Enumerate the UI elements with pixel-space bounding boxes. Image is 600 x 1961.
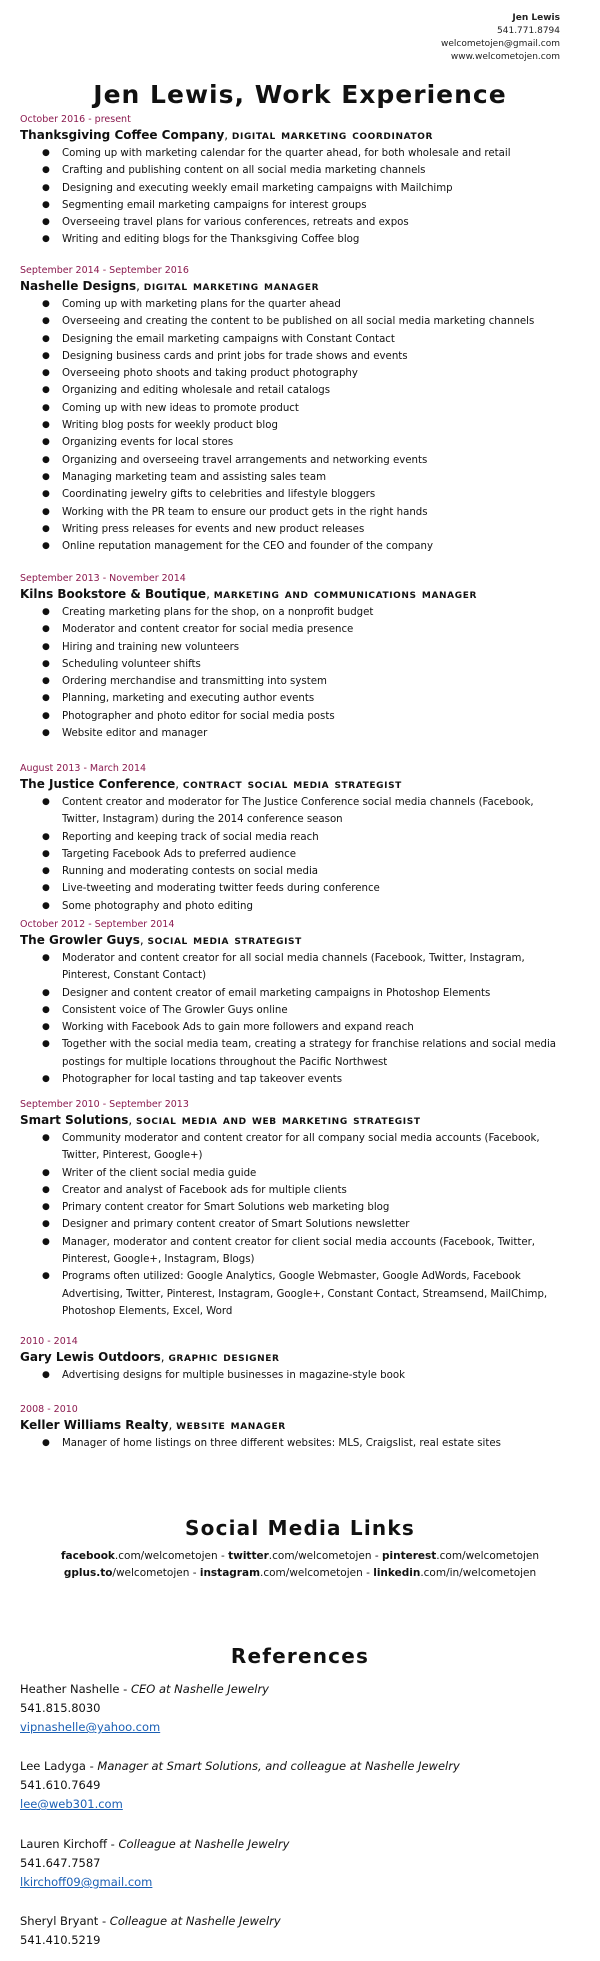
contact-name: Jen Lewis <box>512 13 560 23</box>
duty-text: Hiring and training new volunteers <box>62 641 240 653</box>
duty-text: Scheduling volunteer shifts <box>62 658 201 670</box>
duty-text: Working with Facebook Ads to gain more followers and expand reach <box>62 1022 414 1034</box>
job-role: contract social media strategist <box>182 776 402 792</box>
job-company: The Growler Guys <box>20 933 140 947</box>
duty-item <box>20 1147 582 1164</box>
duty-item <box>20 365 582 382</box>
duty-item <box>20 1286 582 1303</box>
job-company: Smart Solutions <box>20 1113 129 1127</box>
bullet-icon: ● <box>42 1438 50 1448</box>
bullet-icon: ● <box>42 883 50 894</box>
reference-entry: Heather Nashelle - CEO at Nashelle Jewelry 541.815.8030 vipnashelle@yahoo.com <box>20 1682 269 1734</box>
bullet-icon: ● <box>42 182 50 193</box>
duty-item <box>20 197 582 214</box>
job-duties <box>20 1435 582 1452</box>
duty-item <box>20 1182 582 1199</box>
duty-item <box>20 621 582 638</box>
reference-phone: 541.410.5219 <box>20 1933 101 1947</box>
duty-text: Organizing and editing wholesale and retail catalogs <box>62 385 331 397</box>
bullet-icon: ● <box>42 607 50 617</box>
reference-role: Colleague at Nashelle Jewelry <box>109 1914 281 1928</box>
bullet-icon: ● <box>42 728 50 739</box>
job-title-line: Gary Lewis Outdoors, graphic designer <box>20 1349 280 1365</box>
bullet-icon: ● <box>42 1167 50 1178</box>
duty-item <box>20 180 582 197</box>
job-title-line: Nashelle Designs, digital marketing manager <box>20 278 320 294</box>
reference-entry: Sheryl Bryant - Colleague at Nashelle Jewelry 541.410.5219 <box>20 1912 281 1950</box>
duty-item <box>20 1054 582 1071</box>
job-title-line: The Growler Guys, social media strategist <box>20 932 302 948</box>
duty-text: Designing and executing weekly email marketing campaigns with Mailchimp <box>62 182 453 194</box>
bullet-icon: ● <box>42 953 50 963</box>
duty-item <box>20 1251 582 1268</box>
job-title-line: The Justice Conference, contract social media strategist <box>20 776 402 792</box>
bullet-icon: ● <box>42 710 50 721</box>
job-dates: September 2010 - September 2013 <box>20 1099 189 1110</box>
bullet-icon: ● <box>42 350 50 361</box>
job-duties <box>20 145 582 249</box>
duty-item <box>20 1199 582 1216</box>
duty-item <box>20 214 582 231</box>
job-dates: September 2013 - November 2014 <box>20 573 186 584</box>
duty-item <box>20 604 582 621</box>
duty-item <box>20 985 582 1002</box>
references-heading: References <box>230 1644 370 1668</box>
job-company: Gary Lewis Outdoors <box>20 1350 161 1364</box>
bullet-icon: ● <box>42 1039 50 1050</box>
job-entry <box>20 1098 582 1320</box>
duty-text: Managing marketing team and assisting sales team <box>62 471 327 483</box>
bullet-icon: ● <box>42 471 50 482</box>
contact-phone: 541.771.8794 <box>497 26 560 36</box>
job-duties <box>20 794 582 915</box>
duty-item <box>20 434 582 451</box>
duty-item <box>20 725 582 742</box>
duty-text: Twitter, Pinterest, Google+) <box>62 1150 203 1162</box>
duty-item <box>20 538 582 555</box>
duty-text: Coming up with new ideas to promote product <box>62 402 299 414</box>
job-company: Kilns Bookstore & Boutique <box>20 587 207 601</box>
bullet-icon: ● <box>42 1004 50 1015</box>
job-duties <box>20 604 582 742</box>
job-dates: 2008 - 2010 <box>20 1404 78 1415</box>
bullet-icon: ● <box>42 1133 50 1143</box>
bullet-icon: ● <box>42 316 50 327</box>
reference-email-link[interactable]: lee@web301.com <box>20 1797 123 1811</box>
job-entry <box>20 113 582 249</box>
bullet-icon: ● <box>42 199 50 210</box>
bullet-icon: ● <box>42 676 50 687</box>
bullet-icon: ● <box>42 1202 50 1213</box>
duty-text: Targeting Facebook Ads to preferred audience <box>62 848 296 860</box>
duty-item <box>20 1234 582 1251</box>
reference-name: Lauren Kirchoff <box>20 1837 108 1851</box>
social-link[interactable]: twitter.com/welcometojen <box>228 1550 372 1562</box>
job-role: social media strategist <box>147 932 302 948</box>
bullet-icon: ● <box>42 900 50 911</box>
duty-item <box>20 639 582 656</box>
duty-text: Writing blog posts for weekly product blog <box>62 420 278 432</box>
duty-text: Together with the social media team, creating a strategy for franchise relations and social media <box>62 1039 557 1051</box>
reference-email-link[interactable]: vipnashelle@yahoo.com <box>20 1720 161 1734</box>
reference-phone: 541.647.7587 <box>20 1856 101 1870</box>
job-entry <box>20 918 582 1088</box>
job-dates: October 2016 - present <box>20 114 131 125</box>
bullet-icon: ● <box>42 658 50 669</box>
social-line-2: gplus.to/welcometojen - instagram.com/welcometojen - linkedin.com/in/welcometojen <box>63 1567 537 1579</box>
duty-text: Reporting and keeping track of social media reach <box>62 831 319 843</box>
job-role: digital marketing coordinator <box>231 127 433 143</box>
duty-text: Designer and content creator of email marketing campaigns in Photoshop Elements <box>62 987 491 999</box>
bullet-icon: ● <box>42 1236 50 1247</box>
job-duties <box>20 1367 582 1384</box>
bullet-icon: ● <box>42 1022 50 1033</box>
bullet-icon: ● <box>42 848 50 859</box>
duty-text: Some photography and photo editing <box>62 900 253 912</box>
duty-item <box>20 348 582 365</box>
duty-text: Writer of the client social media guide <box>62 1167 257 1179</box>
duty-item <box>20 846 582 863</box>
duty-item <box>20 1071 582 1088</box>
reference-role: Colleague at Nashelle Jewelry <box>118 1837 290 1851</box>
duty-item <box>20 656 582 673</box>
job-role: graphic designer <box>168 1349 280 1365</box>
bullet-icon: ● <box>42 148 50 158</box>
duty-text: Advertising designs for multiple businesses in magazine-style book <box>62 1370 405 1381</box>
duty-item <box>20 880 582 897</box>
bullet-icon: ● <box>42 506 50 517</box>
reference-phone: 541.815.8030 <box>20 1701 101 1715</box>
job-entry <box>20 572 582 742</box>
bullet-icon: ● <box>42 797 50 807</box>
duty-text: Coordinating jewelry gifts to celebrities and lifestyle bloggers <box>62 489 376 501</box>
social-heading: Social Media Links <box>185 1516 415 1540</box>
reference-name: Sheryl Bryant <box>20 1914 99 1928</box>
social-line-1: facebook.com/welcometojen - twitter.com/welcometojen - pinterest.com/welcometojen <box>60 1550 540 1562</box>
job-duties <box>20 950 582 1088</box>
duty-item <box>20 417 582 434</box>
duty-text: Creating marketing plans for the shop, on a nonprofit budget <box>62 607 374 618</box>
job-duties <box>20 1130 582 1320</box>
duty-item <box>20 673 582 690</box>
duty-item <box>20 313 582 330</box>
duty-item <box>20 898 582 915</box>
duty-item <box>20 829 582 846</box>
duty-text: postings for multiple locations throughout the Pacific Northwest <box>62 1056 388 1068</box>
contact-website: www.welcometojen.com <box>450 52 560 62</box>
duty-text: Community moderator and content creator for all company social media accounts (Facebook, <box>62 1133 540 1144</box>
bullet-icon: ● <box>42 1370 50 1380</box>
duty-text: Organizing events for local stores <box>62 437 234 449</box>
duty-text: Creator and analyst of Facebook ads for multiple clients <box>62 1184 347 1196</box>
duty-text: Writing and editing blogs for the Thanksgiving Coffee blog <box>62 234 360 246</box>
reference-role: Manager at Smart Solutions, and colleague at Nashelle Jewelry <box>97 1759 460 1773</box>
duty-text: Moderator and content creator for all social media channels (Facebook, Twitter, Instagram, <box>62 953 525 964</box>
duty-text: Advertising, Twitter, Pinterest, Instagram, Google+, Constant Contact, Streamsend, MailChimp, <box>62 1288 548 1300</box>
bullet-icon: ● <box>42 402 50 413</box>
job-role: marketing and communications manager <box>213 586 478 602</box>
duty-text: Website editor and manager <box>62 728 208 740</box>
duty-item <box>20 331 582 348</box>
duty-text: Manager, moderator and content creator for client social media accounts (Facebook, Twitter, <box>62 1236 536 1248</box>
duty-text: Designing the email marketing campaigns with Constant Contact <box>62 333 395 345</box>
bullet-icon: ● <box>42 368 50 379</box>
bullet-icon: ● <box>42 624 50 635</box>
duty-text: Photographer and photo editor for social media posts <box>62 710 335 722</box>
duty-text: Ordering merchandise and transmitting into system <box>62 676 327 688</box>
duty-text: Running and moderating contests on social media <box>62 866 319 878</box>
bullet-icon: ● <box>42 987 50 998</box>
duty-text: Photoshop Elements, Excel, Word <box>62 1305 233 1317</box>
duty-item <box>20 1130 582 1147</box>
duty-item <box>20 296 582 313</box>
reference-email-link[interactable]: lkirchoff09@gmail.com <box>20 1875 153 1889</box>
reference-name: Lee Ladyga <box>20 1759 86 1773</box>
duty-text: Moderator and content creator for social media presence <box>62 624 354 636</box>
bullet-icon: ● <box>42 1184 50 1195</box>
bullet-icon: ● <box>42 299 50 309</box>
bullet-icon: ● <box>42 1271 50 1282</box>
bullet-icon: ● <box>42 489 50 500</box>
bullet-icon: ● <box>42 333 50 344</box>
bullet-icon: ● <box>42 420 50 431</box>
duty-text: Designing business cards and print jobs for trade shows and events <box>62 350 408 362</box>
job-role: social media and web marketing strategist <box>136 1112 421 1128</box>
duty-text: Pinterest, Google+, Instagram, Blogs) <box>62 1254 255 1266</box>
duty-item <box>20 1303 582 1320</box>
duty-text: Photographer for local tasting and tap takeover events <box>62 1074 342 1086</box>
job-company: Keller Williams Realty <box>20 1418 169 1432</box>
duty-item <box>20 162 582 179</box>
job-title-line: Kilns Bookstore & Boutique, marketing and communications manager <box>20 586 478 602</box>
bullet-icon: ● <box>42 1219 50 1230</box>
job-role: digital marketing manager <box>143 278 320 294</box>
duty-item <box>20 1216 582 1233</box>
bullet-icon: ● <box>42 693 50 704</box>
bullet-icon: ● <box>42 165 50 176</box>
duty-text: Online reputation management for the CEO and founder of the company <box>62 541 434 553</box>
duty-item <box>20 1435 582 1452</box>
bullet-icon: ● <box>42 385 50 396</box>
duty-item <box>20 452 582 469</box>
duty-item <box>20 486 582 503</box>
duty-text: Twitter, Instagram) during the 2014 conference season <box>62 814 343 826</box>
duty-item <box>20 469 582 486</box>
duty-item <box>20 1367 582 1384</box>
duty-text: Manager of home listings on three different websites: MLS, Craigslist, real estate sites <box>62 1438 501 1449</box>
duty-item <box>20 382 582 399</box>
duty-text: Overseeing photo shoots and taking product photography <box>62 368 358 380</box>
job-company: The Justice Conference <box>20 777 176 791</box>
reference-phone: 541.610.7649 <box>20 1778 101 1792</box>
job-company: Thanksgiving Coffee Company <box>20 128 225 142</box>
reference-name: Heather Nashelle <box>20 1682 120 1696</box>
bullet-icon: ● <box>42 454 50 465</box>
duty-text: Coming up with marketing calendar for the quarter ahead, for both wholesale and retail <box>62 148 511 159</box>
bullet-icon: ● <box>42 437 50 448</box>
duty-text: Overseeing and creating the content to be published on all social media marketing channels <box>62 316 535 328</box>
job-dates: 2010 - 2014 <box>20 1336 78 1347</box>
duty-text: Live-tweeting and moderating twitter feeds during conference <box>62 883 380 895</box>
duty-item <box>20 1036 582 1053</box>
reference-entry: Lauren Kirchoff - Colleague at Nashelle Jewelry 541.647.7587 lkirchoff09@gmail.com <box>20 1837 290 1889</box>
job-role: website manager <box>176 1417 286 1433</box>
job-title-line: Smart Solutions, social media and web marketing strategist <box>20 1112 421 1128</box>
duty-text: Designer and primary content creator of Smart Solutions newsletter <box>62 1219 410 1231</box>
duty-text: Writing press releases for events and new product releases <box>62 523 365 535</box>
bullet-icon: ● <box>42 541 50 552</box>
job-dates: September 2014 - September 2016 <box>20 265 189 276</box>
social-links <box>0 1548 600 1582</box>
job-entry <box>20 264 582 555</box>
bullet-icon: ● <box>42 234 50 245</box>
social-link[interactable]: facebook.com/welcometojen <box>60 1550 218 1562</box>
duty-item <box>20 1019 582 1036</box>
page-title: Jen Lewis, Work Experience <box>93 80 507 109</box>
duty-item <box>20 145 582 162</box>
duty-text: Programs often utilized: Google Analytics, Google Webmaster, Google AdWords, Facebook <box>62 1271 521 1283</box>
job-dates: October 2012 - September 2014 <box>20 919 175 930</box>
bullet-icon: ● <box>42 866 50 877</box>
duty-item <box>20 504 582 521</box>
duty-item <box>20 231 582 248</box>
contact-email: welcometojen@gmail.com <box>440 39 560 49</box>
job-dates: August 2013 - March 2014 <box>20 763 147 774</box>
job-entry <box>20 762 582 915</box>
social-link[interactable]: instagram.com/welcometojen <box>199 1567 363 1579</box>
duty-text: Planning, marketing and executing author events <box>62 693 315 705</box>
bullet-icon: ● <box>42 523 50 534</box>
duty-item <box>20 1165 582 1182</box>
duty-item <box>20 1002 582 1019</box>
duty-item <box>20 863 582 880</box>
bullet-icon: ● <box>42 641 50 652</box>
social-link[interactable]: pinterest.com/welcometojen <box>381 1550 540 1562</box>
social-link[interactable]: linkedin.com/in/welcometojen <box>373 1567 537 1579</box>
duty-text: Overseeing travel plans for various conferences, retreats and expos <box>62 217 409 229</box>
job-entry <box>20 1335 582 1384</box>
duty-item <box>20 690 582 707</box>
duty-item <box>20 521 582 538</box>
duty-item <box>20 400 582 417</box>
duty-item <box>20 708 582 725</box>
duty-text: Working with the PR team to ensure our product gets in the right hands <box>62 506 428 518</box>
duty-item <box>20 794 582 811</box>
duty-item <box>20 967 582 984</box>
duty-text: Content creator and moderator for The Justice Conference social media channels (Facebook, <box>62 797 534 808</box>
duty-text: Pinterest, Constant Contact) <box>62 970 207 982</box>
bullet-icon: ● <box>42 1074 50 1085</box>
job-title-line: Keller Williams Realty, website manager <box>20 1417 286 1433</box>
duty-text: Primary content creator for Smart Solutions web marketing blog <box>62 1202 390 1214</box>
bullet-icon: ● <box>42 831 50 842</box>
job-company: Nashelle Designs <box>20 279 137 293</box>
duty-text: Coming up with marketing plans for the quarter ahead <box>62 299 341 310</box>
duty-item <box>20 1268 582 1285</box>
reference-entry: Lee Ladyga - Manager at Smart Solutions, and colleague at Nashelle Jewelry 541.610.7649 lee@web301.com <box>20 1759 460 1811</box>
duty-text: Organizing and overseeing travel arrangements and networking events <box>62 454 428 466</box>
social-link[interactable]: gplus.to/welcometojen <box>63 1567 190 1579</box>
duty-item <box>20 950 582 967</box>
bullet-icon: ● <box>42 217 50 228</box>
job-entry <box>20 1403 582 1452</box>
duty-text: Crafting and publishing content on all social media marketing channels <box>62 165 426 177</box>
duty-text: Consistent voice of The Growler Guys online <box>62 1004 288 1016</box>
job-duties <box>20 296 582 555</box>
duty-text: Segmenting email marketing campaigns for interest groups <box>62 199 367 211</box>
duty-item <box>20 811 582 828</box>
reference-role: CEO at Nashelle Jewelry <box>130 1682 269 1696</box>
contact-block <box>441 12 560 64</box>
job-title-line: Thanksgiving Coffee Company, digital marketing coordinator <box>20 127 433 143</box>
